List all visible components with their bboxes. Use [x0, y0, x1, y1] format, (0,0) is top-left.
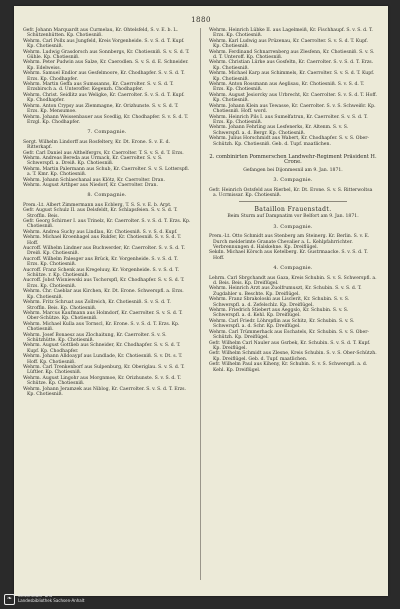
regiment-heading: 2. combinirten Pommerschen Landwehr-Regiment Präsident H. Crone. [209, 153, 377, 166]
left-section-2-entries [23, 203, 191, 398]
battle-caption: Beim Sturm auf Dampnatim vor Belfort am 9. Jan. 1871. [227, 214, 359, 220]
casualty-entry: Wehrm. Heinrich Arzt aus Zuolfrumuszt, Kr. Schubin. S. v. S. d. T. Zugdahler u. Beschte. Kp. Dreiflügel. [209, 286, 362, 297]
casualty-entry: Wehrm. Johann Weissenbauer aus Scedlig, Kr. Chodhapfer. S. v. S. d. T. Erzgl. Kp. Chodhapfer. [23, 114, 189, 125]
left-column [23, 28, 191, 397]
casualty-entry: Wehrm. Ferdinand Schnarrenberg aus Zlesfenn, Kr. Chotiesniß. S. v. S. d. T. Unteroff. Kp. Chotiesniß. [209, 49, 375, 61]
casualty-entry: Wehrm. Andreas Bereda aus Urmack, Kr. Caerrolter. S. v. S. Schwerspfl. a. Dreiß. Kp. Chotiesniß. [23, 155, 163, 167]
casualty-entry: Wehrm. Johann Klein aus Tewasse, Kr. Caerrolter. S. v. S. Schweißr. Kp. Chotiesniß. Hoff. word. [209, 103, 376, 115]
casualty-entry: Wehrm. Carl Pollx aus Jungfeld, Kreis Vorgenheide. S. v. S. d. T. Kupf. Kp. Chotiesniß. [23, 38, 185, 50]
left-section-1-entries [23, 140, 191, 189]
document-page [14, 6, 388, 596]
left-top-entries [23, 28, 191, 125]
casualty-entry: Wehrm. Josef Bonaesz aus Zlochaitung, Kr. Caerrolter. S. v. S. Schützhütte. Kp. Chotiesniß. [23, 332, 167, 343]
casualty-entry: Wehrm. Peter Pudwin aus Salze, Kr. Caerodlen. S. v. S. d. E. Schneider. Kp. Edelweiss. [23, 60, 189, 71]
casualty-entry: Gefr. Carl Daniel aus Althelfergrs, Kr. Caerrolter. T. S. v. S. d. T. Erzs. [23, 150, 184, 156]
casualty-entry: Gefr. Wilhelm Schmidt aus Zlesne, Kreis Schubin. S. v. S. Ober-Schützh. Kp. Dreiflügel. Geb. d. Tupf. maatlichen. [209, 351, 377, 362]
date-line: Gefangen bei Dijonmesnil am 9. Jan. 1871. [243, 167, 343, 173]
casualty-entry: Wehrm. Michael Kroenhagel aus Rukfer, Kr. Chotiesniß. S. v. S. d. T. Hoff. [23, 235, 182, 246]
casualty-entry: Wehrm. August Jesiorcky aus Urbrecht, Kr. Caerrolter. S. v. S. d. T. Hoff. Kp. Chotiesniß. [209, 92, 377, 104]
casualty-entry: Gefr. Georg Schirner I. aus Trinelz, Kr. Caerrolter. S. v. S. d. T. Erzs. Kp. Chotiesniß. [23, 219, 191, 230]
casualty-entry: Wehrm. Michael Karp aus Schimmels, Kr. Caerrolter. S. v. S. d. T. Kupf. Kp. Chotiesniß. [209, 71, 375, 82]
logo-line-2: Landesbibliothek Sachsen-Anhalt [18, 597, 85, 603]
section-heading: 3. Compagnie. [273, 177, 313, 184]
casualty-entry: Gefr. August Schulz II. aus Delsfeldt, Kr. Schlapsfeien. S. v. S. d. T. Stroffin. Beis. [23, 208, 178, 219]
library-logo [4, 594, 84, 605]
casualty-entry: Wehrm. Carl Friedr. Löhrspflin aus Schitz, Kr. Schubin. S. v. S. Schwerspfl. a. d. Schr. Kp. Dreiflügel. [209, 318, 355, 330]
casualty-entry: Wehrm. August Lingohr aus Morgnmoe, Kr. Orizhunste. S. v. S. d. T. Schütze. Kp. Chotiesniß. [23, 375, 182, 387]
casualty-entry: Wehrm. Franz Sbrakoloski aus Lisclerit, Kr. Schubin. S. v. S. Schwerspfl. a. d. Zefelschlz. Kp. Dreiflügel. [209, 297, 350, 308]
section-heading: 4. Compagnie. [273, 265, 313, 272]
casualty-entry: Wehrm. Marcus Kaufmann aus Holmdorf, Kr. Caerrolter. S. v. S. d. T. Ober-Schütze. Kp. Chotiesniß. [23, 310, 183, 322]
section-heading: 7. Compagnie. [87, 129, 127, 136]
casualty-entry: Wehrm. Johann Fehrling aus Lesfenerks, Kr. Altenm. S. v. S. Schwerspfl. a. d. Bergr. Kp. Chotiesniß. [209, 125, 349, 136]
right-top-entries [209, 28, 377, 147]
column-divider [200, 28, 201, 580]
logo-line-1: Universitäts- und [18, 593, 53, 598]
casualty-entry: Wehrm. Martin Geffa aus Sumssanns, Kr. Caerrolter. S. v. S. d. T. Erzsbirsch a. d. Unteroffer. Kegenzh. Chodhapfer. [23, 82, 174, 93]
casualty-entry: Gefr. Heinrich Ostsfeld aus Rierbel, Kr. Dt. Erone. S. v. S. Ritterwoltsa a. Ucrmissar. Kp. Chotiesniß. [209, 187, 373, 198]
casualty-entry: Aucroff. Wilhelm Palesger aus Brück, Kr. Vorgenheide. S. v. S. d. T. Erzs. Kp. Chotiesniß. [23, 256, 178, 268]
section-heading: 8. Compagnie. [87, 192, 127, 199]
casualty-entry: Wehrm. Johann Alldoaypf aus Lundlade, Kr. Chotiesniß. S. v. Dt. s. T. Hoff. Kp. Chotiesniß. [23, 354, 183, 365]
casualty-entry: Wehrm. Carl Trenkenborf aus Sulpenburg, Kr. Oberiglau. S. v. S. d. T. Lüftler. Kp. Chotiesniß. [23, 364, 185, 376]
right-section-2-entries [209, 234, 377, 261]
casualty-entry: Sekdn. Michael Körsch aus Ketelberg. Kr. Gustrmaacke. S. v. S. d. T. Hoff. [209, 250, 368, 261]
casualty-entry: Wehrm. Andrea Suchy aus Lindlau, Kr. Chotiesniß. S. v. S. d. Kupf. [23, 229, 178, 235]
casualty-entry: Wehrm. Johann Schlaechanal aus Klötz, Kr. Caerrolter. Dran. [23, 177, 165, 183]
casualty-entry: Prem.-Lt. Otto Schmidt aus Stenberg am Steinerg. Kr. Berlin. S. v. E. Durch melderimte Granate Chevalier a. L. Kehlpfahrrichter. Verbrennungen d. Halskehne. Kp. Dreiflügel. [209, 234, 370, 250]
casualty-entry: Sergt. Wilhelm Lindorff aus Rosfeltery, Kr. Dt. Erone. S. v. E. d. Ritterkapf. [23, 139, 171, 151]
casualty-entry: Wehrm. Fritz Schruat aus Zollreich, Kr. Chotiesniß. S. v. S. d. T. Stroffin. Beis. Kp. Chotiesniß. [23, 300, 171, 311]
casualty-entry: Wehrm. Johann Jeramzek aus Niblog, Kr. Caerrolter. S. v. S. d. T. Erzs. Kp. Chotiesniß. [23, 386, 187, 397]
casualty-entry: Wehrm. August Gottlieb aus Schneider, Kr. Chodhapfer. S. v. S. d. T. Kupf. Kp. Chodhapfer. [23, 343, 181, 354]
right-section-1-entries [209, 188, 377, 199]
casualty-entry: Wehrm. Michael Kulla aus Tornscl, Kr. Erone. S. v. S. d. T. Erzs. Kp. Chotiesniß. [23, 321, 180, 333]
right-section-3-entries [209, 276, 377, 373]
casualty-entry: Gefr. Wilhelm Carl Nauler aus Gsrbek, Kr. Schubin. S. v. S. d. T. Kupf. Kp. Dreiflügel. [209, 340, 371, 351]
casualty-entry: Prem.-Lt. Albert Zimmermann aus Ecblerg, T. S. S. v. E. b. Arpt. [23, 202, 172, 208]
casualty-entry: Wehrm. Friedrich Stiebert aus Aeggslo, Kr. Schubin. S. v. S. Schwerspfl. a. d. Kehl. Kp. Dreiflügel. [209, 308, 349, 319]
casualty-entry: Wehrm. Martin Palermann aus Schub, Kr. Caerrolter. S. v. S. Lotterspfl. a. T. Kmr. Kp. Chotiesniß. [23, 166, 190, 178]
casualty-entry: Wehrm. Ludwig Grasdorsch aus Sonnbergs, Kr. Chotiesniß. S. v. S. d. T. Gühle. Kp. Chotiesniß. [23, 49, 190, 61]
section-heading: 3. Compagnie. [273, 223, 313, 230]
casualty-entry: Gefr. Johann Marquardt aus Curmelau, Kr. Ohtelsfeld, S. v. E. b. L. Schützenhütten. Kp. Chotiesniß. [23, 28, 178, 39]
casualty-entry: Wehrm. Chr. Caeblar aus Kirchen, Kr. Dt. Erone. Schwerspfl. a. Erzs. Kp. Chotiesniß. [23, 289, 184, 300]
page-number: 1880 [191, 16, 211, 24]
casualty-entry: Wehrm. Christian Lürke aus Gosfeltn, Kr. Caerrolter. S. v. S. d. T. Erzs. Kp. Chotiesniß. [209, 60, 374, 71]
battalion-heading: Bataillon Frauenstadt. [254, 205, 332, 213]
casualty-entry: Wehrm. Samuel Endlor aus Gesfelmoore, Kr. Chodhapfer. S. v. S. d. T. Erzs. Kp. Chodhapfer. [23, 71, 185, 82]
casualty-entry: Wehrm. Karl Ludwig aus Prüzenau, Kr. Caerrolter. S. v. S. d. T. Kupf. Kp. Chotiesniß. [209, 38, 369, 50]
right-column [209, 28, 377, 373]
casualty-entry: Wehrm. Heinrich Lübke II. aus Lagelmeiß, Kr. Fischhaupf. S. v. S. d. T. Erzs. Kp. Chotiesniß. [209, 28, 373, 39]
casualty-entry: Gefr. Wilhelm Paul aus Kiheny, Kr. Schubin. S. v. S. Schwerspfl. a. d. Kehl. Kp. Dreiflügel. [209, 362, 368, 373]
casualty-entry: Aucroff. Wilhelm Lindner aus Buchwerder, Kr. Caerrolter. S. v. S. d. T. Dreiß. Kp. Chotiesniß. [23, 246, 185, 257]
casualty-entry: Lehrm. Carl Sbrgchandt aus Gaza, Kreis Schubin. S. v. S. Schwerspfl. a. d. Beis. Beis. Kp. Dreiflügel. [209, 275, 377, 287]
casualty-entry: Wehrm. Heinrich Pils I. aus Sumelfatrun, Kr. Caerrolter. S. v. S. d. T. Erzs. Kp. Chotiesniß. [209, 114, 368, 125]
casualty-entry: Aucroff. Franz Schenk aus Kregeluuy, Kr. Vorgenheide. S. v. S. d. T. Schütze. r. Kp. Chotiesniß. [23, 267, 179, 279]
casualty-entry: Wehrm. August Arthper aus Niedorf, Kr. Caerrolter. Dran. [23, 182, 158, 188]
casualty-entry: Wehrm. Anton Rossmann aus Aeglisau, Kr. Chotiesniß. S. v. S. d. T. Erzs. Kp. Chotiesniß. [209, 82, 365, 93]
divider-line [239, 201, 347, 202]
casualty-entry: Wehrm. Anton Crypsy aus Zlemmagne, Kr. Orizhunste. S. v. S. d. T. Erzs. Kp. Mensumoe. [23, 103, 179, 115]
casualty-entry: Aucroff. Jobst Wisniewski aus Tschorspfl, Kr. Chodhapfer. S. v. S. d. T. Erzs. Kp. Chotiesniß. [23, 278, 185, 289]
casualty-entry: Wehrm. Carl Trümmerhack aus Eschatels, Kr. Schubin. S. v. S. Ober-Schützh. Kp. Dreiflügel. [209, 329, 369, 341]
casualty-entry: Wehrm. Christ. Seidlitz aus Weligke, Kr. Caerrolter. S. v. S. d. T. Kupf. Kp. Chodhapfer. [23, 92, 185, 104]
casualty-entry: Wehrm. Julius Horschmidt aus Wabert, Kr. Chodhapfer. S. v. S. Ober-Schützh. Kp. Chotiesniß. Geb. d. Tupf. maatlichen. [209, 136, 369, 147]
library-seal-icon: ❧ [4, 594, 15, 605]
